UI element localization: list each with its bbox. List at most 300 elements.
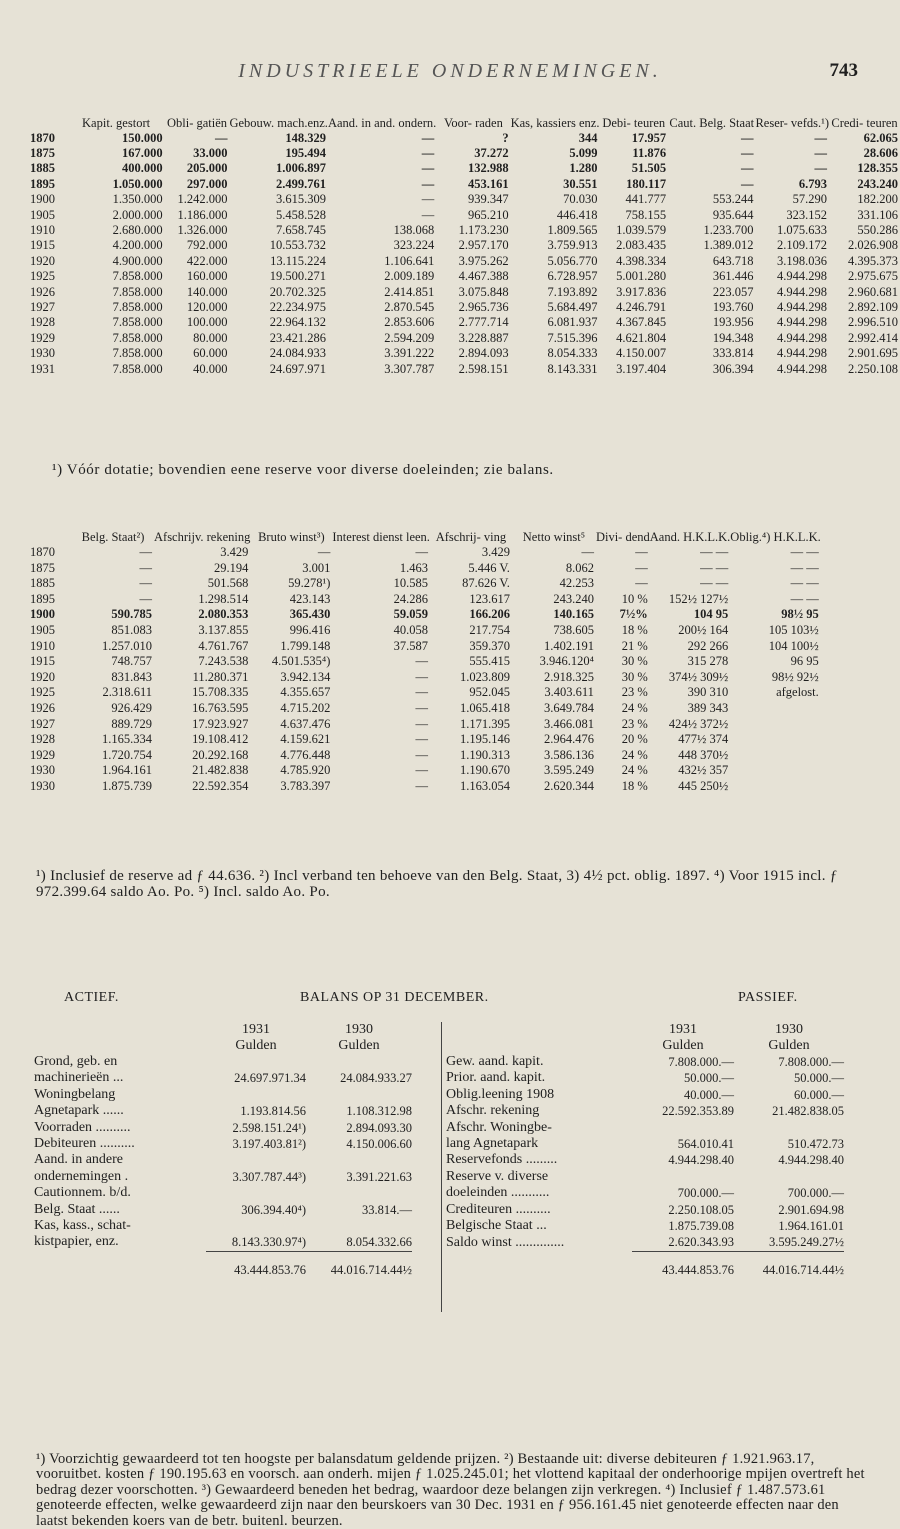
table1-cell: 2.892.109 xyxy=(848,299,898,314)
table2-cell: 16.763.595 xyxy=(192,700,249,715)
passief-value xyxy=(734,1120,844,1136)
table2-year-cell: 1870 xyxy=(30,545,55,559)
table2-cell: — xyxy=(415,545,428,559)
actief-value: 4.150.006.60 xyxy=(346,1137,412,1152)
table2-cell: 3.586.136 xyxy=(543,747,594,762)
passief-value: 3.595.249.27½ xyxy=(769,1235,844,1250)
table2-cell: 20.292.168 xyxy=(192,747,249,762)
table1-cell: 7.858.000 xyxy=(112,346,163,361)
passief-label: Crediteuren .......... xyxy=(446,1201,551,1217)
actief-label: kistpapier, enz. xyxy=(34,1234,119,1250)
table1-cell: 4.944.298 xyxy=(777,284,828,299)
table1-footnote: ¹) Vóór dotatie; bovendien eene reserve voor diverse doeleinden; zie balans. xyxy=(52,462,554,478)
passief-heading: PASSIEF. xyxy=(738,990,798,1005)
table1-cell: 148.329 xyxy=(285,130,326,145)
table1-cell: 4.944.298 xyxy=(777,299,828,314)
passief-total-1930: 44.016.714.44½ xyxy=(734,1251,844,1278)
table1-row xyxy=(28,238,900,253)
table1-cell: 2.414.851 xyxy=(384,284,435,299)
table1-year-cell: 1925 xyxy=(30,269,55,284)
table2-cell: 4.159.621 xyxy=(280,732,331,747)
passief-row xyxy=(446,1054,844,1070)
table2-cell: 2.318.611 xyxy=(102,685,152,700)
table1-year-cell: 1928 xyxy=(30,315,55,330)
table1-cell: 23.421.286 xyxy=(269,330,326,345)
table1-cell: 2.026.908 xyxy=(848,238,898,253)
table2-row xyxy=(28,685,821,701)
table1-cell: — xyxy=(814,161,828,176)
actief-row xyxy=(34,1169,412,1185)
table1-cell: 17.957 xyxy=(631,130,667,145)
table2-cell: 1.257.010 xyxy=(102,638,152,653)
table2-cell: 4.355.657 xyxy=(280,685,331,700)
table1-cell: 22.964.132 xyxy=(269,315,326,330)
table1-cell: 453.161 xyxy=(467,176,509,191)
table1-cell: 1.186.000 xyxy=(177,207,228,222)
actief-value: 1.108.312.98 xyxy=(346,1104,412,1119)
table1-cell: 1.350.000 xyxy=(112,192,163,207)
actief-heading: ACTIEF. xyxy=(64,990,119,1005)
table1-cell: 7.858.000 xyxy=(112,299,163,314)
actief-value: 33.814.— xyxy=(362,1202,412,1217)
table1-col-header: Kas, kassiers enz. xyxy=(510,116,600,130)
actief-value: 2.598.151.24¹) xyxy=(232,1120,306,1135)
table2-cell: — — xyxy=(700,576,729,591)
table2-cell: — xyxy=(635,576,648,591)
table2-cell: 11.280.371 xyxy=(192,669,249,684)
actief-value xyxy=(306,1218,412,1234)
table1-cell: 182.200 xyxy=(857,192,898,207)
table2-cell: 3.649.784 xyxy=(543,700,594,715)
table1-cell: 2.901.695 xyxy=(848,346,898,361)
table1-cell: 2.996.510 xyxy=(848,315,898,330)
table1-cell: 7.193.892 xyxy=(547,284,598,299)
table1-cell: 150.000 xyxy=(121,130,163,145)
table2-cell: — xyxy=(415,732,428,747)
passief-value: 4.944.298.40 xyxy=(778,1153,844,1168)
table1-cell: 24.084.933 xyxy=(269,346,326,361)
table1-cell: 194.348 xyxy=(712,330,754,345)
table1-col-header: Voor- raden xyxy=(443,116,503,130)
table2-cell: 374½ 309½ xyxy=(668,669,729,684)
table1-cell: 8.143.331 xyxy=(547,361,598,376)
table2-cell: 104 100½ xyxy=(768,638,819,653)
passief-body xyxy=(446,1054,844,1251)
passief-row xyxy=(446,1218,844,1234)
table1-cell: 2.853.606 xyxy=(384,315,435,330)
table1-year-cell: 1870 xyxy=(30,130,55,145)
table1-year-cell: 1910 xyxy=(30,222,55,237)
table2-cell: 359.370 xyxy=(469,638,510,653)
table2-col-header: Divi- dend xyxy=(595,530,650,544)
table2-cell: 59.278¹) xyxy=(288,576,331,591)
passief-value: 7.808.000.— xyxy=(778,1055,844,1069)
actief-value xyxy=(206,1087,306,1103)
actief-row xyxy=(34,1136,412,1152)
balance-passief-table xyxy=(446,1022,844,1278)
passief-value: 700.000.— xyxy=(677,1186,734,1201)
table2-cell: 501.568 xyxy=(207,576,249,591)
passief-value: 50.000.— xyxy=(794,1071,844,1086)
actief-value xyxy=(206,1185,306,1201)
table2-cell: 1.799.148 xyxy=(280,638,331,653)
table1-cell: 4.621.804 xyxy=(616,330,667,345)
table1-cell: — xyxy=(814,145,828,160)
table1-row xyxy=(28,331,900,346)
passief-row xyxy=(446,1136,844,1152)
table2-col-header: Netto winst⁵ xyxy=(522,530,586,544)
table1-cell: 3.975.262 xyxy=(458,253,509,268)
table1-cell: 80.000 xyxy=(193,330,228,345)
table1-cell: 6.081.937 xyxy=(547,315,598,330)
table2-cell: 3.942.134 xyxy=(280,669,331,684)
table1-cell: 4.246.791 xyxy=(616,299,667,314)
table1-cell: — xyxy=(421,176,435,191)
table2-cell: 555.415 xyxy=(469,654,510,669)
table2-cell: 445 250½ xyxy=(678,778,729,793)
table1-cell: 939.347 xyxy=(467,192,509,207)
passief-total-1931: 43.444.853.76 xyxy=(632,1251,734,1278)
passief-label: Gew. aand. kapit. xyxy=(446,1054,544,1069)
table1-cell: 4.200.000 xyxy=(112,238,163,253)
passief-label: Oblig.leening 1908 xyxy=(446,1086,555,1102)
table1-cell: 62.065 xyxy=(863,130,898,145)
table2-row xyxy=(28,561,821,577)
table1-cell: 3.917.836 xyxy=(616,284,667,299)
table2-year-cell: 1895 xyxy=(30,591,55,606)
table2-cell: 24.286 xyxy=(393,591,428,606)
actief-row xyxy=(34,1087,412,1103)
table2-col-header: Oblig.⁴) H.K.L.K. xyxy=(730,530,821,544)
table2-cell: 104 95 xyxy=(693,607,729,622)
passief-label: Reservefonds ......... xyxy=(446,1152,558,1168)
table1-cell: 28.606 xyxy=(863,145,898,160)
passief-label: lang Agnetapark xyxy=(446,1136,539,1152)
table2-col-header: Interest dienst leen. xyxy=(332,530,430,544)
table2-cell: 1.023.809 xyxy=(459,669,510,684)
table1-cell: 193.760 xyxy=(712,299,754,314)
page-number: 743 xyxy=(829,60,858,81)
table2-year-cell: 1885 xyxy=(30,576,55,591)
table2-footnote: ¹) Inclusief de reserve ad ƒ 44.636. ²) Incl verband ten behoeve van den Belg. Staat, 3) 4½ pct. oblig. 1897. ⁴) Voor 1915 incl. ƒ 972.399.64 saldo Ao. Po. ⁵) Incl. saldo Ao. Po. xyxy=(36,868,838,900)
table2-row xyxy=(28,748,821,764)
table2-header-row xyxy=(28,530,821,545)
table2-cell: 30 % xyxy=(621,654,648,669)
table2-cell: 4.637.476 xyxy=(280,716,331,731)
table2-cell: 3.429 xyxy=(481,545,510,559)
actief-value: 3.307.787.44³) xyxy=(232,1169,306,1184)
table1-cell: 7.858.000 xyxy=(112,269,163,284)
passief-unit-1931: Gulden xyxy=(662,1038,704,1053)
table2-cell: 140.165 xyxy=(553,607,594,622)
table1-cell: 1.039.579 xyxy=(616,222,667,237)
actief-label: ondernemingen . xyxy=(34,1168,129,1184)
table1-cell: 4.398.334 xyxy=(616,253,667,268)
table2-year-cell: 1927 xyxy=(30,716,55,731)
table2-cell: — xyxy=(415,763,428,778)
passief-row xyxy=(446,1103,844,1119)
table2-year-cell: 1925 xyxy=(30,685,55,700)
table2-cell: 1.065.418 xyxy=(459,700,510,715)
table1-row xyxy=(28,131,900,146)
table1-cell: 3.075.848 xyxy=(458,284,509,299)
passief-row xyxy=(446,1202,844,1218)
table1-cell: 4.395.373 xyxy=(848,253,898,268)
actief-unit-1930: Gulden xyxy=(338,1038,380,1053)
table2-cell: 365.430 xyxy=(289,607,331,622)
passief-value: 2.901.694.98 xyxy=(778,1202,844,1217)
table2-cell: 3.466.081 xyxy=(543,716,594,731)
passief-value: 7.808.000.— xyxy=(668,1055,734,1069)
passief-value xyxy=(632,1169,734,1185)
passief-value: 21.482.838.05 xyxy=(772,1104,844,1119)
table2-cell: — xyxy=(139,560,152,575)
table1-cell: 1.280 xyxy=(569,161,598,176)
table1-cell: 7.858.000 xyxy=(112,330,163,345)
table1-cell: 5.001.280 xyxy=(616,269,667,284)
table1-cell: 223.057 xyxy=(712,284,754,299)
table2-cell: — xyxy=(415,778,428,793)
table1-cell: 128.355 xyxy=(857,161,898,176)
table2-row xyxy=(28,701,821,717)
passief-year-1931: 1931 xyxy=(669,1022,697,1037)
actief-row xyxy=(34,1070,412,1086)
table2-cell: 2.620.344 xyxy=(543,778,594,793)
table2-cell xyxy=(730,763,820,779)
actief-label: Kas, kass., schat- xyxy=(34,1218,131,1234)
table1-cell: 2.594.209 xyxy=(384,330,435,345)
passief-row xyxy=(446,1070,844,1086)
table1-cell: 2.960.681 xyxy=(848,284,898,299)
table1-cell: 1.326.000 xyxy=(177,222,228,237)
table1-row xyxy=(28,285,900,300)
table2-row xyxy=(28,639,821,655)
table1-cell: — xyxy=(421,161,435,176)
table1-cell: 2.777.714 xyxy=(458,315,509,330)
passief-label: Prior. aand. kapit. xyxy=(446,1070,546,1086)
actief-value xyxy=(306,1185,412,1201)
table1-cell: 2.250.108 xyxy=(848,361,898,376)
table1-cell: 550.286 xyxy=(857,222,898,237)
table2-cell: 1.171.395 xyxy=(459,716,510,731)
table2-cell: 17.923.927 xyxy=(192,716,249,731)
table1-cell: 160.000 xyxy=(186,269,228,284)
table1-cell: 3.197.404 xyxy=(616,361,667,376)
table2-cell: 24 % xyxy=(621,763,648,778)
actief-year-1931: 1931 xyxy=(242,1022,270,1037)
actief-row xyxy=(34,1202,412,1218)
passief-value: 510.472.73 xyxy=(787,1137,844,1152)
table1-year-cell: 1930 xyxy=(30,346,55,361)
table1-year-cell: 1905 xyxy=(30,207,55,222)
table1-cell: 422.000 xyxy=(186,253,228,268)
table2-cell: 4.715.202 xyxy=(280,700,331,715)
table1-col-header: Debi- teuren xyxy=(602,116,666,130)
table1-row xyxy=(28,300,900,315)
table2-cell: 2.918.325 xyxy=(543,669,594,684)
table2-cell: — — xyxy=(790,560,819,575)
table1-cell: 306.394 xyxy=(712,361,754,376)
passief-label: Belgische Staat ... xyxy=(446,1218,547,1234)
table1-cell: — xyxy=(214,130,228,145)
table2-year-cell: 1910 xyxy=(30,638,55,653)
table1-cell: 3.198.036 xyxy=(777,253,828,268)
table1-cell: 446.418 xyxy=(556,207,598,222)
table2-cell: — xyxy=(415,654,428,669)
table2-year-cell: 1926 xyxy=(30,700,55,715)
table1-cell: 100.000 xyxy=(186,315,228,330)
table2-cell xyxy=(730,779,820,795)
table2-cell: 1.190.313 xyxy=(459,747,510,762)
table1-cell: 2.009.189 xyxy=(384,269,435,284)
table1-row xyxy=(28,177,900,192)
table2-cell: 3.429 xyxy=(220,545,249,559)
table1-body xyxy=(28,131,900,378)
table2-cell: — xyxy=(139,591,152,606)
passief-label: Afschr. rekening xyxy=(446,1103,540,1119)
passief-row xyxy=(446,1169,844,1185)
table1-cell: — xyxy=(740,130,754,145)
table2-cell: 889.729 xyxy=(111,716,152,731)
table2-year-cell: 1915 xyxy=(30,654,55,669)
table2-cell: 21 % xyxy=(621,638,648,653)
table1-year-header xyxy=(28,116,68,131)
actief-value: 8.054.332.66 xyxy=(346,1235,412,1250)
table2-cell: 738.605 xyxy=(553,622,594,637)
table1-cell: 5.458.528 xyxy=(275,207,326,222)
table2-cell: 1.402.191 xyxy=(543,638,594,653)
table2-row xyxy=(28,670,821,686)
table1-cell: 361.446 xyxy=(712,269,754,284)
table2-cell: 40.058 xyxy=(393,622,428,637)
table1-cell: 4.150.007 xyxy=(616,346,667,361)
table2-cell: 1.720.754 xyxy=(102,747,152,762)
passief-label: Afschr. Woningbe- xyxy=(446,1119,552,1135)
table1-cell: 4.944.298 xyxy=(777,361,828,376)
table2-cell: 18 % xyxy=(621,622,648,637)
table2-row xyxy=(28,654,821,670)
table1-cell: — xyxy=(740,161,754,176)
table1-cell: 180.117 xyxy=(626,176,667,191)
table2-cell: 243.240 xyxy=(553,591,594,606)
table1-cell: 8.054.333 xyxy=(547,346,598,361)
table1-cell: 3.391.222 xyxy=(384,346,435,361)
table2-cell: — — xyxy=(790,591,819,606)
table1-cell: 3.307.787 xyxy=(384,361,435,376)
table2-cell: 23 % xyxy=(621,685,648,700)
table2-cell: 21.482.838 xyxy=(192,763,249,778)
passief-unit-row xyxy=(446,1038,844,1054)
table2-col-header: Afschrijv. rekening xyxy=(154,530,251,544)
table2-cell: 2.080.353 xyxy=(198,607,249,622)
table1-cell: ? xyxy=(502,130,509,145)
actief-value: 3.391.221.63 xyxy=(346,1169,412,1184)
actief-row xyxy=(34,1218,412,1234)
table1-cell: 2.499.761 xyxy=(275,176,326,191)
table1-cell: 758.155 xyxy=(625,207,667,222)
actief-total-1930: 44.016.714.44½ xyxy=(306,1251,412,1278)
table2-cell: 10.585 xyxy=(393,576,428,591)
table1-cell: 792.000 xyxy=(186,238,228,253)
table1-cell: 193.956 xyxy=(712,315,754,330)
table1-cell: 1.050.000 xyxy=(112,176,163,191)
actief-row xyxy=(34,1120,412,1136)
passief-year-row xyxy=(446,1022,844,1038)
table1-row xyxy=(28,208,900,223)
passief-row xyxy=(446,1120,844,1136)
actief-body xyxy=(34,1054,412,1251)
passief-value: 40.000.— xyxy=(684,1087,734,1102)
table2-row xyxy=(28,607,821,623)
table1-cell: 2.000.000 xyxy=(112,207,163,222)
actief-value: 24.697.971.34 xyxy=(234,1071,306,1086)
table2-row xyxy=(28,576,821,592)
table2-cell: 8.062 xyxy=(565,560,594,575)
table2-col-header: Aand. H.K.L.K. xyxy=(649,530,731,544)
table1-col-header: Gebouw. mach.enz. xyxy=(229,116,328,130)
passief-value xyxy=(632,1120,734,1136)
financial-table-2 xyxy=(28,530,821,795)
passief-value: 1.964.161.01 xyxy=(778,1219,844,1234)
table2-cell: 4.785.920 xyxy=(280,763,331,778)
passief-value: 564.010.41 xyxy=(677,1137,734,1152)
table1-cell: 33.000 xyxy=(193,145,228,160)
table2-cell: 22.592.354 xyxy=(192,778,249,793)
table2-cell: 1.163.054 xyxy=(459,778,510,793)
table2-cell: — xyxy=(635,545,648,559)
table2-cell: 18 % xyxy=(621,778,648,793)
table2-cell: 29.194 xyxy=(214,560,249,575)
table1-cell: 441.777 xyxy=(625,192,667,207)
table2-cell: 477½ 374 xyxy=(678,732,729,747)
table2-year-cell: 1875 xyxy=(30,560,55,575)
table2-cell: 4.501.535⁴) xyxy=(271,654,331,669)
table1-header-row xyxy=(28,116,900,131)
table2-cell: 123.617 xyxy=(469,591,510,606)
passief-value: 1.875.739.08 xyxy=(668,1219,734,1234)
passief-total-row xyxy=(446,1251,844,1278)
table1-cell: 323.224 xyxy=(393,238,435,253)
table1-cell: 2.957.170 xyxy=(458,238,509,253)
table2-cell: 7.243.538 xyxy=(198,654,249,669)
table2-cell: 15.708.335 xyxy=(192,685,249,700)
table1-cell: — xyxy=(421,207,435,222)
table2-cell: — — xyxy=(700,560,729,575)
table2-cell: 1.195.146 xyxy=(459,732,510,747)
table2-cell: 952.045 xyxy=(469,685,510,700)
table1-cell: — xyxy=(421,192,435,207)
table1-cell: 140.000 xyxy=(186,284,228,299)
table1-cell: 7.858.000 xyxy=(112,284,163,299)
table1-cell: 1.233.700 xyxy=(703,222,754,237)
table2-cell: 24 % xyxy=(621,747,648,762)
balance-divider xyxy=(441,1022,442,1312)
table2-row xyxy=(28,732,821,748)
table2-cell: 424½ 372½ xyxy=(668,716,729,731)
table2-cell: 3.946.120⁴ xyxy=(539,654,594,669)
table1-row xyxy=(28,146,900,161)
actief-label: Cautionnem. b/d. xyxy=(34,1185,131,1201)
financial-table-1 xyxy=(28,116,900,377)
actief-year-row xyxy=(34,1022,412,1038)
passief-value: 4.944.298.40 xyxy=(668,1153,734,1168)
passief-row xyxy=(446,1087,844,1103)
table1-cell: 553.244 xyxy=(712,192,754,207)
actief-value: 8.143.330.97⁴) xyxy=(231,1235,306,1250)
table1-year-cell: 1931 xyxy=(30,361,55,376)
table2-cell: — xyxy=(415,700,428,715)
table2-cell: 1.875.739 xyxy=(102,778,152,793)
